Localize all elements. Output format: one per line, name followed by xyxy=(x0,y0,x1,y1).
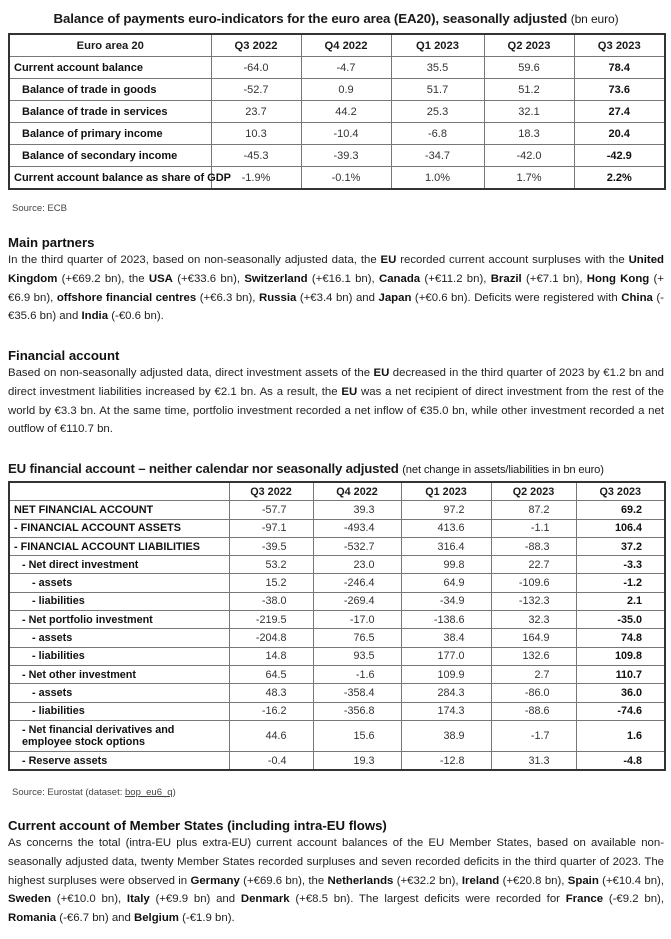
cell-value: -1.9% xyxy=(211,167,301,190)
cell-value: -17.0 xyxy=(313,611,401,629)
text-run: (+€7.1 bn), xyxy=(521,272,587,285)
column-header-period: Q2 2023 xyxy=(491,482,576,501)
table-row xyxy=(9,79,665,101)
table1-title xyxy=(8,11,664,26)
cell-value: -88.3 xyxy=(491,537,576,555)
table2-source-suffix: ) xyxy=(172,787,176,798)
cell-value: 109.9 xyxy=(401,665,491,683)
text-run: In the third quarter of 2023, based on non-seasonally adjusted data, the xyxy=(8,254,381,266)
cell-value: 93.5 xyxy=(313,647,401,665)
cell-value: 53.2 xyxy=(229,556,313,574)
column-header-period: Q1 2023 xyxy=(401,482,491,501)
cell-value: -493.4 xyxy=(313,519,401,537)
cell-value: 2.2% xyxy=(574,167,665,190)
text-run: As concerns the total (intra-EU plus extra-EU) current account balances of the EU Member States, based on available non-seasonally adjusted data, twenty Member States recorded surpluses and seven recorded deficits in the third quarter of 2023. The highest surpluses were observed in xyxy=(8,837,664,887)
text-run: (+€16.1 bn), xyxy=(307,272,379,285)
cell-value: -16.2 xyxy=(229,702,313,720)
text-run: (+€10.4 bn), xyxy=(598,874,664,887)
cell-value: -39.3 xyxy=(301,145,391,167)
bold-term: China xyxy=(621,291,653,304)
table-row xyxy=(9,101,665,123)
cell-value: 1.6 xyxy=(576,720,665,751)
cell-value: 18.3 xyxy=(484,123,574,145)
cell-value: -246.4 xyxy=(313,574,401,592)
cell-value: -1.1 xyxy=(491,519,576,537)
cell-value: -10.4 xyxy=(301,123,391,145)
text-run: (-€0.6 bn). xyxy=(108,310,164,323)
column-header-label xyxy=(9,482,229,501)
cell-value: -0.4 xyxy=(229,751,313,770)
cell-value: 99.8 xyxy=(401,556,491,574)
row-label: - Net direct investment xyxy=(9,556,229,574)
cell-value: 35.5 xyxy=(391,57,484,79)
row-label: - FINANCIAL ACCOUNT ASSETS xyxy=(9,519,229,537)
cell-value: 284.3 xyxy=(401,684,491,702)
cell-value: -219.5 xyxy=(229,611,313,629)
row-label: Balance of trade in goods xyxy=(9,79,211,101)
cell-value: 164.9 xyxy=(491,629,576,647)
text-run: (-€35.6 bn) and xyxy=(8,291,664,323)
cell-value: 15.2 xyxy=(229,574,313,592)
bold-term: India xyxy=(81,310,109,323)
text-run: (+€6.9 bn), xyxy=(8,272,664,304)
row-label: - assets xyxy=(9,574,229,592)
cell-value: 174.3 xyxy=(401,702,491,720)
cell-value: 20.4 xyxy=(574,123,665,145)
cell-value: 25.3 xyxy=(391,101,484,123)
text-run: (+€10.0 bn), xyxy=(51,893,127,906)
table2-body xyxy=(9,501,665,770)
table-row xyxy=(9,519,665,537)
bold-term: United Kingdom xyxy=(8,254,664,285)
column-header-period: Q3 2023 xyxy=(574,34,665,57)
cell-value: 97.2 xyxy=(401,501,491,519)
cell-value: -1.6 xyxy=(313,665,401,683)
row-label: - assets xyxy=(9,629,229,647)
cell-value: 106.4 xyxy=(576,519,665,537)
cell-value: -1.7 xyxy=(491,720,576,751)
bold-term: Sweden xyxy=(8,893,52,906)
table-row xyxy=(9,537,665,555)
table1-title-text: Balance of payments euro-indicators for the euro area (EA20), seasonally adjusted xyxy=(53,11,568,26)
member-states-heading: Current account of Member States (including intra-EU flows) xyxy=(8,818,387,833)
cell-value: 64.9 xyxy=(401,574,491,592)
cell-value: 48.3 xyxy=(229,684,313,702)
bold-term: EU xyxy=(341,385,358,398)
bold-term: Brazil xyxy=(490,272,522,285)
text-run: recorded current account surpluses with the xyxy=(396,254,629,266)
financial-account-paragraph xyxy=(8,364,664,439)
cell-value: -138.6 xyxy=(401,611,491,629)
bold-term: offshore financial centres xyxy=(56,291,197,304)
row-label: - Net portfolio investment xyxy=(9,611,229,629)
text-run: (+€11.2 bn), xyxy=(420,272,491,285)
cell-value: -4.8 xyxy=(576,751,665,770)
table-row xyxy=(9,123,665,145)
cell-value: -52.7 xyxy=(211,79,301,101)
table-row xyxy=(9,751,665,770)
bold-term: Denmark xyxy=(240,893,290,906)
table-row xyxy=(9,665,665,683)
table-row xyxy=(9,647,665,665)
column-header-period: Q1 2023 xyxy=(391,34,484,57)
text-run: (+€33.6 bn), xyxy=(172,272,245,285)
cell-value: -97.1 xyxy=(229,519,313,537)
cell-value: -64.0 xyxy=(211,57,301,79)
cell-value: -88.6 xyxy=(491,702,576,720)
row-label: - FINANCIAL ACCOUNT LIABILITIES xyxy=(9,537,229,555)
row-label: - Net other investment xyxy=(9,665,229,683)
row-label: - Net financial derivatives and employee stock options xyxy=(9,720,229,751)
table-row xyxy=(9,57,665,79)
text-run: (+€69.2 bn), the xyxy=(57,272,149,285)
text-run: (+€3.4 bn) and xyxy=(296,291,379,304)
row-label: - liabilities xyxy=(9,647,229,665)
cell-value: 413.6 xyxy=(401,519,491,537)
cell-value: 38.4 xyxy=(401,629,491,647)
bold-term: Japan xyxy=(378,291,412,304)
cell-value: 74.8 xyxy=(576,629,665,647)
table-row xyxy=(9,684,665,702)
text-run: (-€1.9 bn). xyxy=(178,912,235,925)
bold-term: Switzerland xyxy=(244,272,308,285)
table-row xyxy=(9,501,665,519)
table-row xyxy=(9,167,665,190)
cell-value: -3.3 xyxy=(576,556,665,574)
cell-value: -6.8 xyxy=(391,123,484,145)
cell-value: 36.0 xyxy=(576,684,665,702)
cell-value: -356.8 xyxy=(313,702,401,720)
bold-term: Canada xyxy=(379,272,421,285)
cell-value: 23.7 xyxy=(211,101,301,123)
cell-value: -358.4 xyxy=(313,684,401,702)
cell-value: 32.3 xyxy=(491,611,576,629)
cell-value: 1.0% xyxy=(391,167,484,190)
cell-value: 2.7 xyxy=(491,665,576,683)
table-row xyxy=(9,702,665,720)
eu-financial-account-table xyxy=(8,481,666,771)
bold-term: Russia xyxy=(258,291,297,304)
text-run: (+€9.9 bn) and xyxy=(149,893,241,906)
bold-term: Netherlands xyxy=(327,874,394,887)
cell-value: 109.8 xyxy=(576,647,665,665)
row-label: Balance of trade in services xyxy=(9,101,211,123)
bold-term: EU xyxy=(373,367,390,379)
text-run: (+€69.6 bn), the xyxy=(239,874,328,887)
table1-body xyxy=(9,57,665,190)
cell-value: 31.3 xyxy=(491,751,576,770)
text-run: (-€9.2 bn), xyxy=(603,893,664,906)
row-label: - liabilities xyxy=(9,592,229,610)
table-row xyxy=(9,629,665,647)
cell-value: 59.6 xyxy=(484,57,574,79)
cell-value: 22.7 xyxy=(491,556,576,574)
table-row xyxy=(9,145,665,167)
cell-value: 39.3 xyxy=(313,501,401,519)
row-label: Balance of secondary income xyxy=(9,145,211,167)
cell-value: -57.7 xyxy=(229,501,313,519)
row-label: - assets xyxy=(9,684,229,702)
cell-value: -109.6 xyxy=(491,574,576,592)
row-label: Current account balance xyxy=(9,57,211,79)
cell-value: -42.9 xyxy=(574,145,665,167)
cell-value: 44.6 xyxy=(229,720,313,751)
cell-value: 1.7% xyxy=(484,167,574,190)
cell-value: -0.1% xyxy=(301,167,391,190)
table2-unit: (net change in assets/liabilities in bn euro) xyxy=(402,464,604,476)
cell-value: -4.7 xyxy=(301,57,391,79)
table-row xyxy=(9,611,665,629)
cell-value: 32.1 xyxy=(484,101,574,123)
column-header-period: Q3 2022 xyxy=(229,482,313,501)
cell-value: 38.9 xyxy=(401,720,491,751)
member-states-paragraph xyxy=(8,834,664,928)
cell-value: 51.2 xyxy=(484,79,574,101)
text-run: (+€32.2 bn), xyxy=(393,874,462,887)
row-label: - liabilities xyxy=(9,702,229,720)
cell-value: 10.3 xyxy=(211,123,301,145)
cell-value: -42.0 xyxy=(484,145,574,167)
cell-value: -204.8 xyxy=(229,629,313,647)
cell-value: 51.7 xyxy=(391,79,484,101)
text-run: (-€6.7 bn) and xyxy=(56,912,134,925)
text-run: Based on non-seasonally adjusted data, direct investment assets of the xyxy=(8,367,374,379)
cell-value: 132.6 xyxy=(491,647,576,665)
column-header-period: Q2 2023 xyxy=(484,34,574,57)
text-run: (+€6.3 bn), xyxy=(196,291,259,304)
cell-value: 44.2 xyxy=(301,101,391,123)
cell-value: -132.3 xyxy=(491,592,576,610)
cell-value: -38.0 xyxy=(229,592,313,610)
table-row xyxy=(9,574,665,592)
cell-value: -1.2 xyxy=(576,574,665,592)
column-header-period: Q4 2022 xyxy=(301,34,391,57)
bold-term: Hong Kong xyxy=(586,272,650,285)
bold-term: Romania xyxy=(8,912,57,925)
cell-value: -74.6 xyxy=(576,702,665,720)
cell-value: -34.9 xyxy=(401,592,491,610)
cell-value: 76.5 xyxy=(313,629,401,647)
bold-term: Germany xyxy=(190,874,240,887)
cell-value: 19.3 xyxy=(313,751,401,770)
financial-account-heading: Financial account xyxy=(8,348,120,363)
row-label: - Reserve assets xyxy=(9,751,229,770)
main-partners-paragraph xyxy=(8,251,664,326)
bold-term: France xyxy=(565,893,604,906)
cell-value: 110.7 xyxy=(576,665,665,683)
cell-value: -532.7 xyxy=(313,537,401,555)
cell-value: 14.8 xyxy=(229,647,313,665)
text-run: (+€0.6 bn). Deficits were registered with xyxy=(411,291,622,304)
bold-term: Belgium xyxy=(134,912,179,925)
cell-value: 316.4 xyxy=(401,537,491,555)
cell-value: -12.8 xyxy=(401,751,491,770)
main-partners-heading: Main partners xyxy=(8,235,95,250)
table-row xyxy=(9,592,665,610)
cell-value: -34.7 xyxy=(391,145,484,167)
bold-term: EU xyxy=(380,254,397,266)
column-header-period: Q4 2022 xyxy=(313,482,401,501)
cell-value: 177.0 xyxy=(401,647,491,665)
text-run: (+€8.5 bn). The largest deficits were recorded for xyxy=(289,893,566,906)
bold-term: USA xyxy=(148,272,173,285)
cell-value: 78.4 xyxy=(574,57,665,79)
table2-title xyxy=(8,461,668,476)
table2-title-text: EU financial account – neither calendar nor seasonally adjusted xyxy=(8,461,399,476)
cell-value: 2.1 xyxy=(576,592,665,610)
cell-value: -45.3 xyxy=(211,145,301,167)
table-row xyxy=(9,720,665,751)
table2-source xyxy=(12,787,176,798)
cell-value: -86.0 xyxy=(491,684,576,702)
cell-value: -39.5 xyxy=(229,537,313,555)
cell-value: 87.2 xyxy=(491,501,576,519)
cell-value: 27.4 xyxy=(574,101,665,123)
dataset-link[interactable]: bop_eu6_q xyxy=(125,787,173,798)
column-header-period: Q3 2023 xyxy=(576,482,665,501)
cell-value: 23.0 xyxy=(313,556,401,574)
cell-value: 64.5 xyxy=(229,665,313,683)
column-header-label: Euro area 20 xyxy=(9,34,211,57)
table1-header-row xyxy=(9,34,665,57)
table2-source-prefix: Source: Eurostat (dataset: xyxy=(12,787,126,798)
bold-term: Spain xyxy=(567,874,599,887)
bold-term: Italy xyxy=(126,893,150,906)
cell-value: 69.2 xyxy=(576,501,665,519)
cell-value: -35.0 xyxy=(576,611,665,629)
table1-source: Source: ECB xyxy=(12,203,67,214)
cell-value: 73.6 xyxy=(574,79,665,101)
cell-value: 37.2 xyxy=(576,537,665,555)
euro-area-bop-table xyxy=(8,33,666,190)
cell-value: 0.9 xyxy=(301,79,391,101)
bold-term: Ireland xyxy=(461,874,500,887)
row-label: Current account balance as share of GDP xyxy=(9,167,211,190)
table1-unit: (bn euro) xyxy=(570,12,619,26)
row-label: Balance of primary income xyxy=(9,123,211,145)
text-run: (+€20.8 bn), xyxy=(499,874,568,887)
column-header-period: Q3 2022 xyxy=(211,34,301,57)
cell-value: -269.4 xyxy=(313,592,401,610)
table2-header-row xyxy=(9,482,665,501)
row-label: NET FINANCIAL ACCOUNT xyxy=(9,501,229,519)
text-run: was a net recipient of direct investment from the rest of the world by €3.3 bn. At the same time, portfolio investment recorded a net inflow of €35.0 bn, while other investment recorded a net outflow of €110.7 bn. xyxy=(8,385,664,436)
cell-value: 15.6 xyxy=(313,720,401,751)
table-row xyxy=(9,556,665,574)
text-run: decreased in the third quarter of 2023 by €1.2 bn and direct investment liabilities increased by €2.1 bn. As a result, the xyxy=(8,367,664,398)
